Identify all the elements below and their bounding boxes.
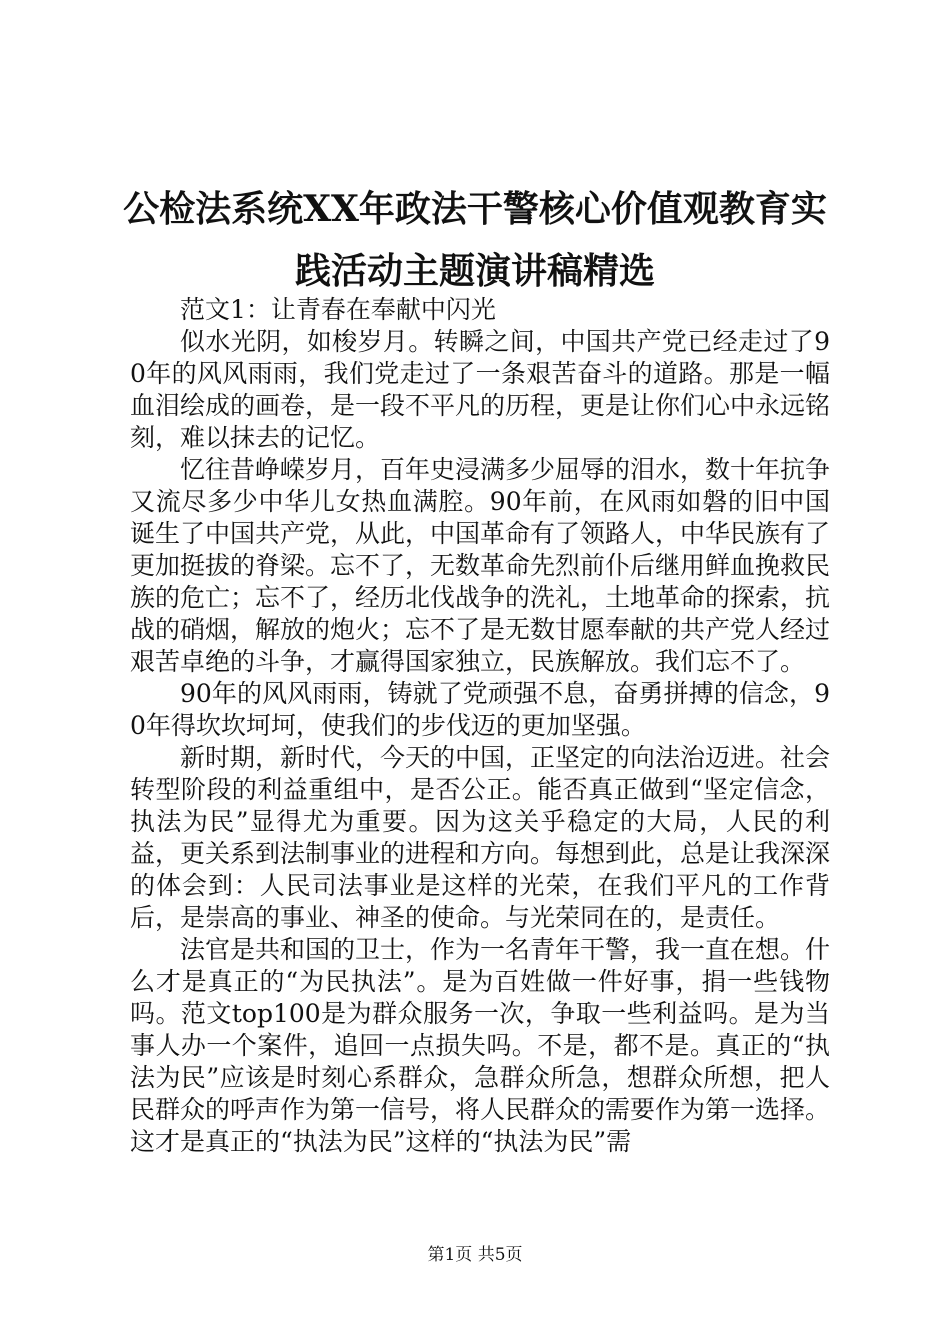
paragraph: 似水光阴，如梭岁月。转瞬之间，中国共产党已经走过了90年的风风雨雨，我们党走过了一条艰苦奋斗的道路。那是一幅血泪绘成的画卷，是一段不平凡的历程，更是让你们心中永远铭刻，难以抹去的记忆。 xyxy=(130,327,831,452)
paragraph: 90年的风风雨雨，铸就了党顽强不息，奋勇拼搏的信念，90年得坎坎坷坷，使我们的步伐迈的更加坚强。 xyxy=(130,679,830,740)
document-title xyxy=(110,178,840,302)
paragraph: 忆往昔峥嵘岁月，百年史浸满多少屈辱的泪水，数十年抗争又流尽多少中华儿女热血满腔。90年前，在风雨如磐的旧中国诞生了中国共产党，从此，中国革命有了领路人，中华民族有了更加挺拔的脊梁。忘不了，无数革命先烈前仆后继用鲜血挽救民族的危亡；忘不了，经历北伐战争的洗礼，土地革命的探索，抗战的硝烟，解放的炮火；忘不了是无数甘愿奉献的共产党人经过艰苦卓绝的斗争，才赢得国家独立，民族解放。我们忘不了。 xyxy=(130,455,831,676)
title-line-2: 践活动主题演讲稿精选 xyxy=(294,250,655,292)
page-footer: 第1页 共5页 xyxy=(427,1245,523,1265)
title-line-1: 公检法系统XX年政法干警核心价值观教育实 xyxy=(123,188,827,230)
section-heading: 范文1：让青春在奉献中闪光 xyxy=(180,295,496,324)
document-body xyxy=(130,294,830,1158)
paragraph: 新时期，新时代，今天的中国，正坚定的向法治迈进。社会转型阶段的利益重组中，是否公正。能否真正做到“坚定信念，执法为民”显得尤为重要。因为这关乎稳定的大局，人民的利益，更关系到法制事业的进程和方向。每想到此，总是让我深深的体会到：人民司法事业是这样的光荣，在我们平凡的工作背后，是崇高的事业、神圣的使命。与光荣同在的，是责任。 xyxy=(130,743,831,932)
paragraph: 法官是共和国的卫士，作为一名青年干警，我一直在想。什么才是真正的“为民执法”。是为百姓做一件好事，捐一些钱物吗。范文top100是为群众服务一次，争取一些利益吗。是为当事人办一个案件，追回一点损失吗。不是，都不是。真正的“执法为民”应该是时刻心系群众，急群众所急，想群众所想，把人民群众的呼声作为第一信号，将人民群众的需要作为第一选择。这才是真正的“执法为民”这样的“执法为民”需 xyxy=(130,935,831,1156)
